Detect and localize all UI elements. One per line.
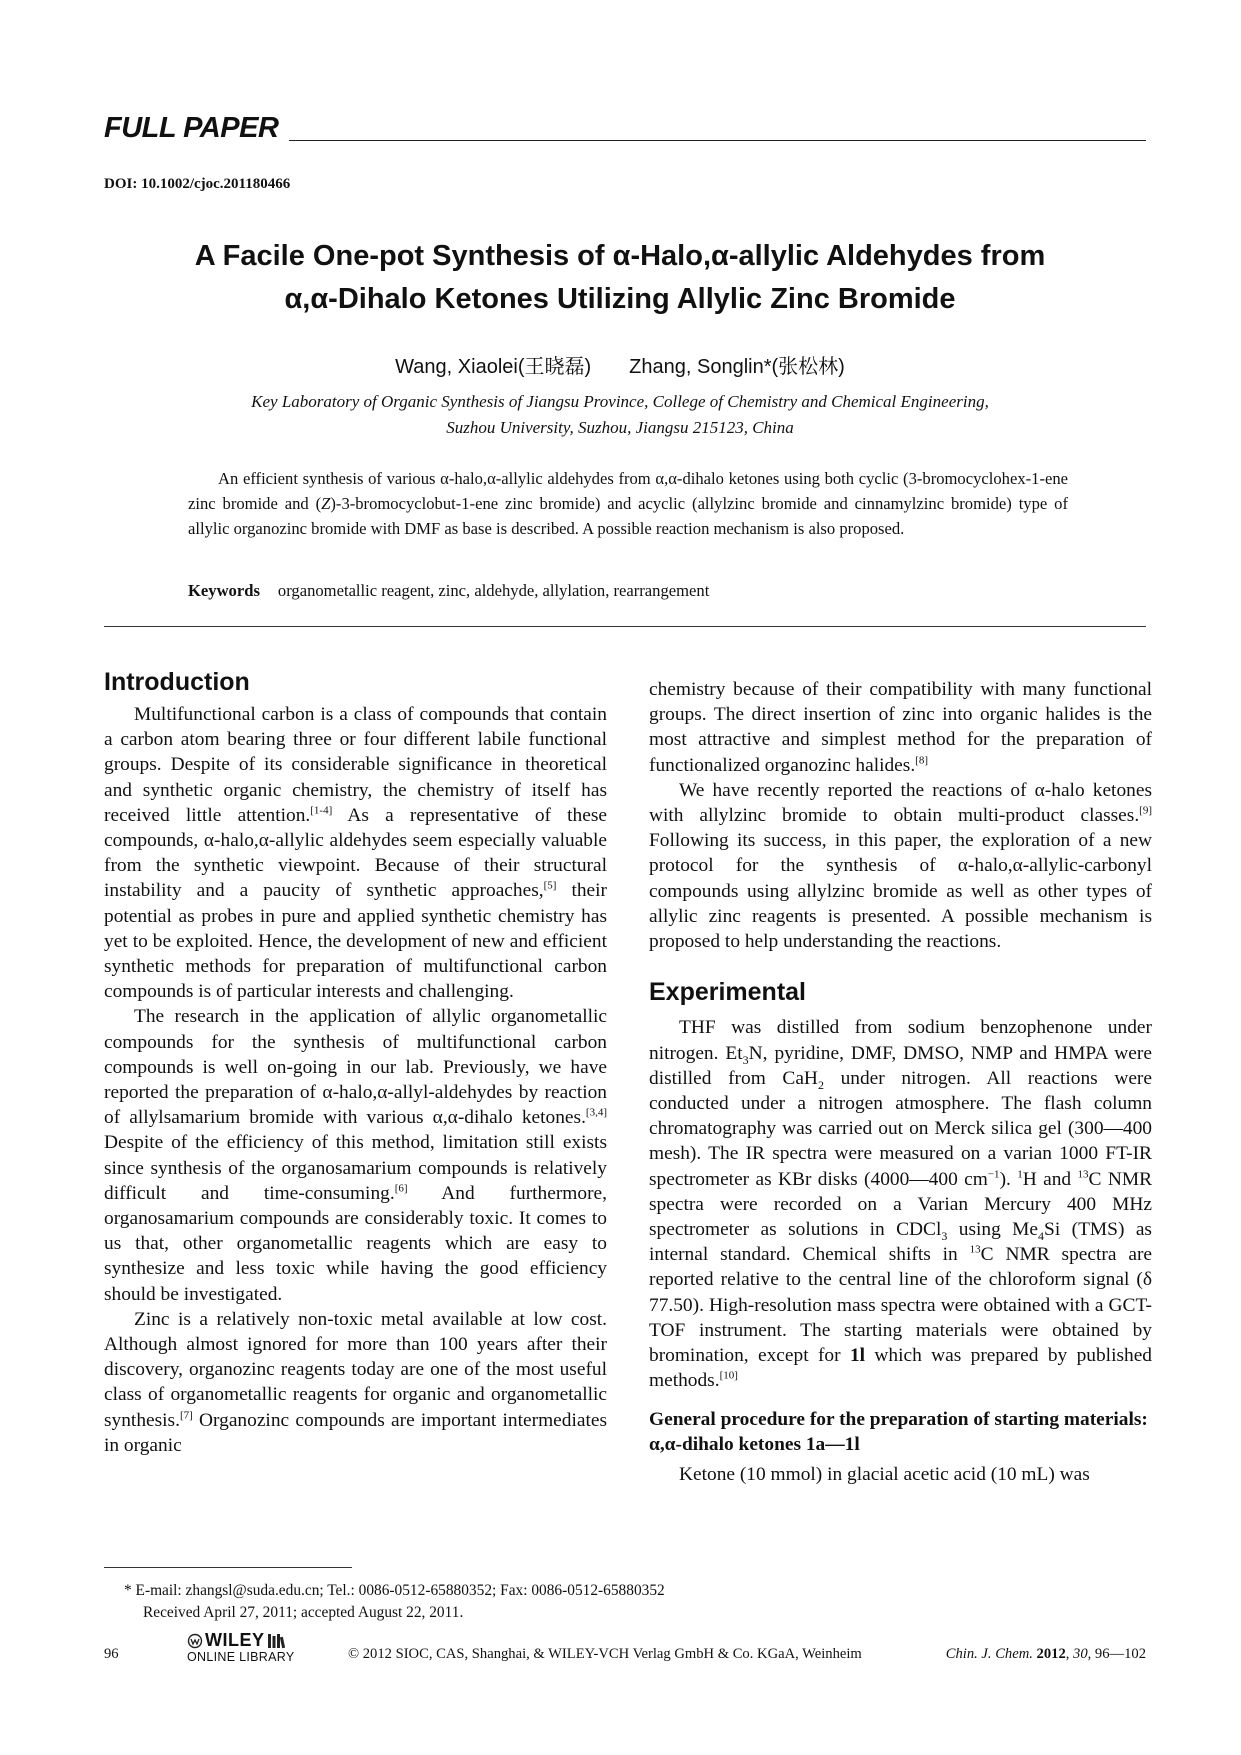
introduction-heading: Introduction [104, 668, 250, 696]
author-1: Wang, Xiaolei(王晓磊) [395, 356, 592, 378]
wiley-online-library-logo[interactable] [187, 1630, 307, 1664]
intro-paragraph-1: Multifunctional carbon is a class of compounds that contain a carbon atom bearing three or four different labile functional groups. Despite of its considerable significance in theoretical and synthetic organic chemistry, the chemistry of itself has received little attention.[1-4] As a representative of these compounds, α-halo,α-allylic aldehydes seem especially valuable from the synthetic viewpoint. Because of their structural instability and a paucity of synthetic approaches,[5] their potential as probes in pure and applied synthetic chemistry has yet to be exploited. Hence, the development of new and efficient synthetic methods for preparation of multifunctional carbon compounds is of particular interests and challenging. [104, 704, 607, 1003]
abstract-text-2: )-3-bromocyclobut-1-ene zinc bromide) and acyclic (allylzinc bromide and cinnamylzinc bromide) type of allylic organozinc bromide with DMF as base is described. A possible reaction mechanism is also proposed. [188, 494, 1068, 538]
right-column [649, 677, 1152, 1488]
page-number: 96 [104, 1646, 119, 1662]
left-column [104, 702, 607, 1458]
citation[interactable]: [7] [179, 1409, 193, 1422]
citation[interactable]: [5] [543, 879, 557, 892]
procedure-paragraph: Ketone (10 mmol) in glacial acetic acid (10 mL) was [679, 1464, 1090, 1486]
footnote-dates: Received April 27, 2011; accepted August 22, 2011. [143, 1604, 464, 1621]
affiliation [150, 389, 1090, 441]
footnote-contact: * E-mail: zhangsl@suda.edu.cn; Tel.: 0086-0512-65880352; Fax: 0086-0512-65880352 [124, 1582, 665, 1599]
paper-title-line2: α,α-Dihalo Ketones Utilizing Allylic Zinc Bromide [284, 283, 956, 315]
citation[interactable]: [3,4] [585, 1106, 607, 1119]
affiliation-line1: Key Laboratory of Organic Synthesis of Jiangsu Province, College of Chemistry and Chemical Engineering, [251, 392, 989, 411]
citation[interactable]: [6] [394, 1182, 408, 1195]
citation[interactable]: [1-4] [310, 804, 333, 817]
citation[interactable]: [8] [915, 754, 928, 767]
intro-paragraph-4: We have recently reported the reactions of α-halo ketones with allylzinc bromide to obtain multi-product classes.[9] Following its success, in this paper, the exploration of a new protocol for the synthesis of α-halo,α-allylic-carbonyl compounds using allylzinc bromide as well as other types of allylic zinc reagents is presented. A possible mechanism is proposed to help understanding the reactions. [649, 779, 1152, 953]
section-label: FULL PAPER [104, 112, 279, 144]
keywords [188, 581, 709, 601]
wiley-emblem-icon [187, 1633, 203, 1649]
footnote [124, 1580, 665, 1624]
intro-paragraph-3-cont: chemistry because of their compatibility with many functional groups. The direct insertion of zinc into organic halides is the most attractive and simplest method for the preparation of functionalized organozinc halides.[8] [649, 679, 1152, 776]
citation[interactable]: [10] [719, 1369, 738, 1382]
author-2: Zhang, Songlin*(张松林) [629, 356, 845, 378]
abstract [188, 466, 1068, 541]
journal-citation: Chin. J. Chem. 2012, 30, 96—102 [945, 1646, 1146, 1662]
keywords-label: Keywords [188, 581, 260, 600]
books-icon [267, 1633, 285, 1649]
section-divider [104, 626, 1146, 627]
affiliation-line2: Suzhou University, Suzhou, Jiangsu 215123, China [446, 418, 794, 437]
online-library-text: ONLINE LIBRARY [187, 1650, 295, 1664]
copyright: © 2012 SIOC, CAS, Shanghai, & WILEY-VCH Verlag GmbH & Co. KGaA, Weinheim [348, 1646, 862, 1662]
abstract-text-1: An efficient synthesis of various α-halo,α-allylic aldehydes from α,α-dihalo ketones using both cyclic (3-bromocyclohex-1-ene zinc bromide and ( [188, 469, 1068, 513]
paper-title-line1: A Facile One-pot Synthesis of α-Halo,α-allylic Aldehydes from [194, 240, 1046, 272]
header-rule [289, 140, 1146, 141]
keywords-text: organometallic reagent, zinc, aldehyde, allylation, rearrangement [277, 581, 710, 600]
experimental-heading: Experimental [649, 978, 807, 1007]
wiley-wordmark: WILEY [205, 1630, 265, 1650]
experimental-paragraph: THF was distilled from sodium benzophenone under nitrogen. $Et_3N$, pyridine, DMF, DMSO, NMP and HMPA were distilled from CaH$_2$ under nitrogen. All reactions were conducted under a nitrogen atmosphere. The flash column chromatography was carried out on Merck silica gel (300—400 mesh). The IR spectra were measured on a varian 1000 FT-IR spectrometer as KBr disks (4000—400 $cm^{-1}$). $^1$H and $^{13}$C NMR spectra were recorded on a Varian Mercury 400 MHz spectrometer as solutions in CDCl$_3$ using $Me_4Si$ (TMS) as internal standard. Chemical shifts in $^{13}$C NMR spectra are reported relative to the central line of the chloroform signal (δ 77.50). High-resolution mass spectra were obtained with a GCT-TOF instrument. The starting materials were obtained by bromination, except for 1l which was prepared by published methods.[10] [649, 1017, 1153, 1392]
doi[interactable]: DOI: 10.1002/cjoc.201180466 [104, 176, 291, 192]
authors [120, 350, 1120, 379]
citation[interactable]: [9] [1139, 804, 1152, 817]
intro-paragraph-2: The research in the application of allylic organometallic compounds for the synthesis of multifunctional carbon compounds is well on-going in our lab. Previously, we have reported the preparation of α-halo,α-allyl-aldehydes by reaction of allylsamarium bromide with various α,α-dihalo ketones.[3,4] Despite of the efficiency of this method, limitation still exists since synthesis of the organosamarium compounds is relatively difficult and time-consuming.[6] And furthermore, organosamarium compounds are considerably toxic. It comes to us that, other organometallic reagents which are easy to synthesize and less toxic while having the good efficiency should be investigated. [104, 1006, 607, 1305]
intro-paragraph-3: Zinc is a relatively non-toxic metal available at low cost. Although almost ignored for more than 100 years after their discovery, organozinc reagents today are one of the most useful class of organometallic reagents for organic and organometallic synthesis.[7] Organozinc compounds are important intermediates in organic [104, 1308, 607, 1456]
abstract-z: Z [321, 494, 331, 513]
footnote-rule [104, 1567, 352, 1568]
general-procedure-heading: General procedure for the preparation of starting materials: α,α-dihalo ketones 1a—1l [649, 1409, 1148, 1456]
